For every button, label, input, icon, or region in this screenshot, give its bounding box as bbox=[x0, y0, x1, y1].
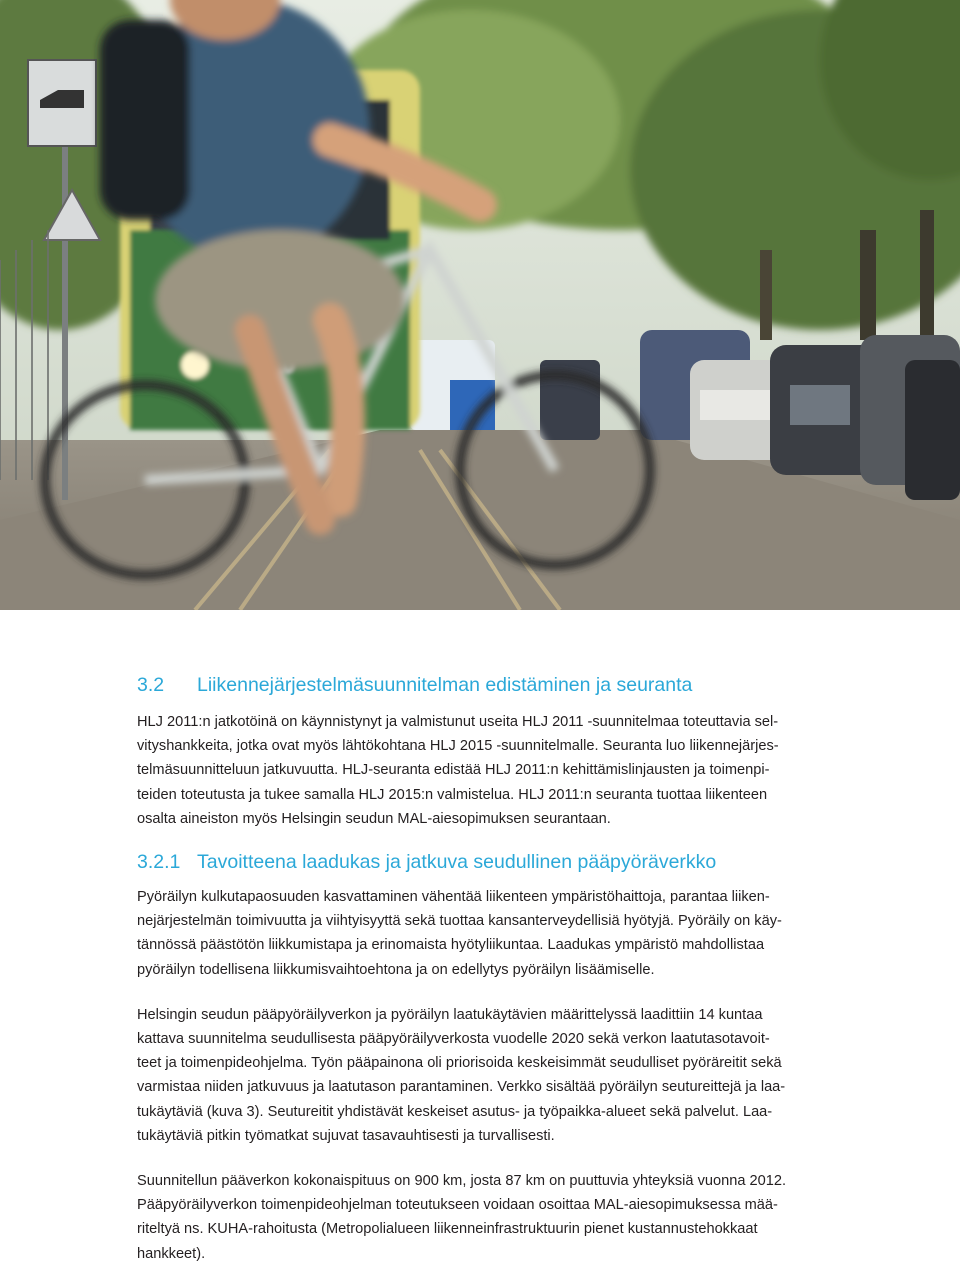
paragraph-line: Helsingin seudun pääpyöräilyverkon ja pyöräilyn laatukäytävien määrittelyssä laadittiin 14 kuntaa bbox=[137, 1006, 763, 1023]
subsection-paragraph-3 bbox=[137, 1169, 847, 1266]
section-title: Liikennejärjestelmäsuunnitelman edistäminen ja seuranta bbox=[197, 674, 693, 696]
paragraph-line: nejärjestelmän toimivuutta ja viihtyisyyttä sekä tuottaa kansanterveydellisiä hyötyjä. Pyöräily on käy- bbox=[137, 913, 782, 930]
text-content bbox=[137, 672, 847, 1266]
paragraph-line: varmistaa niiden jatkuvuus ja laatutason parantaminen. Verkko sisältää pyöräilyn seutureittejä ja laa- bbox=[137, 1079, 786, 1096]
paragraph-line: riteltyä ns. KUHA-rahoitusta (Metropolialueen liikenneinfrastruktuurin pienet kustannustehokkaat bbox=[137, 1221, 758, 1238]
paragraph-line: tukäytäviä (kuva 3). Seutureitit yhdistävät keskeiset asutus- ja työpaikka-alueet sekä palvelut. Laa- bbox=[137, 1103, 773, 1120]
paragraph-line: tännössä päästötön liikkumistapa ja erinomaista hyötyliikuntaa. Laadukas ympäristö mahdollistaa bbox=[137, 937, 765, 954]
paragraph-line: Suunnitellun pääverkon kokonaispituus on 900 km, josta 87 km on puuttuvia yhteyksiä vuonna 2012. bbox=[137, 1173, 787, 1190]
section-number: 3.2 bbox=[137, 674, 165, 696]
section-heading bbox=[137, 672, 847, 698]
subsection-title: Tavoitteena laadukas ja jatkuva seudullinen pääpyöräverkko bbox=[197, 851, 717, 874]
subsection-number: 3.2.1 bbox=[137, 851, 181, 874]
paragraph-line: teet ja toimenpideohjelma. Työn pääpainona oli priorisoida keskeisimmät seudulliset pyöräreitit sekä bbox=[137, 1055, 782, 1072]
subsection-paragraph-1 bbox=[137, 885, 847, 982]
paragraph-line: tukäytäviä pitkin työmatkat sujuvat tasavauhtisesti ja turvallisesti. bbox=[137, 1127, 555, 1144]
paragraph-line: hankkeet). bbox=[137, 1245, 206, 1262]
section-paragraph bbox=[137, 710, 847, 831]
paragraph-line: teiden toteutusta ja tukee samalla HLJ 2015:n valmistelua. HLJ 2011:n seuranta tuottaa liikenteen bbox=[137, 786, 768, 803]
header-photo bbox=[0, 0, 960, 610]
paragraph-line: Pyöräilyn kulkutapaosuuden kasvattaminen vähentää liikenteen ympäristöhaittoja, parantaa liiken- bbox=[137, 889, 770, 906]
paragraph-line: HLJ 2011:n jatkotöinä on käynnistynyt ja valmistunut useita HLJ 2011 -suunnitelmaa toteuttavia sel- bbox=[137, 714, 779, 730]
subsection-paragraph-2 bbox=[137, 1003, 847, 1148]
paragraph-line: pyöräilyn todellisena liikkumisvaihtoehtona ja on edellytys pyöräilyn lisäämiselle. bbox=[137, 961, 655, 978]
photo-cyclist-street-icon bbox=[0, 0, 960, 610]
paragraph-line: telmäsuunnitteluun jatkuvuutta. HLJ-seuranta edistää HLJ 2011:n kehittämislinjausten ja toimenpi- bbox=[137, 762, 770, 779]
paragraph-line: Pääpyöräilyverkon toimenpideohjelman toteutukseen voidaan osoittaa MAL-aiesopimuksessa mää- bbox=[137, 1197, 778, 1214]
paragraph-line: vityshankkeita, jotka ovat myös lähtökohtana HLJ 2015 -suunnitelmalle. Seuranta luo liikennejärjes- bbox=[137, 738, 779, 755]
paragraph-line: kattava suunnitelma seudullisesta pääpyöräilyverkosta vuodelle 2020 sekä verkon laatutasotavoit- bbox=[137, 1031, 770, 1048]
paragraph-line: osalta aineiston myös Helsingin seudun MAL-aiesopimuksen seurantaan. bbox=[137, 810, 611, 827]
subsection-heading bbox=[137, 849, 847, 875]
